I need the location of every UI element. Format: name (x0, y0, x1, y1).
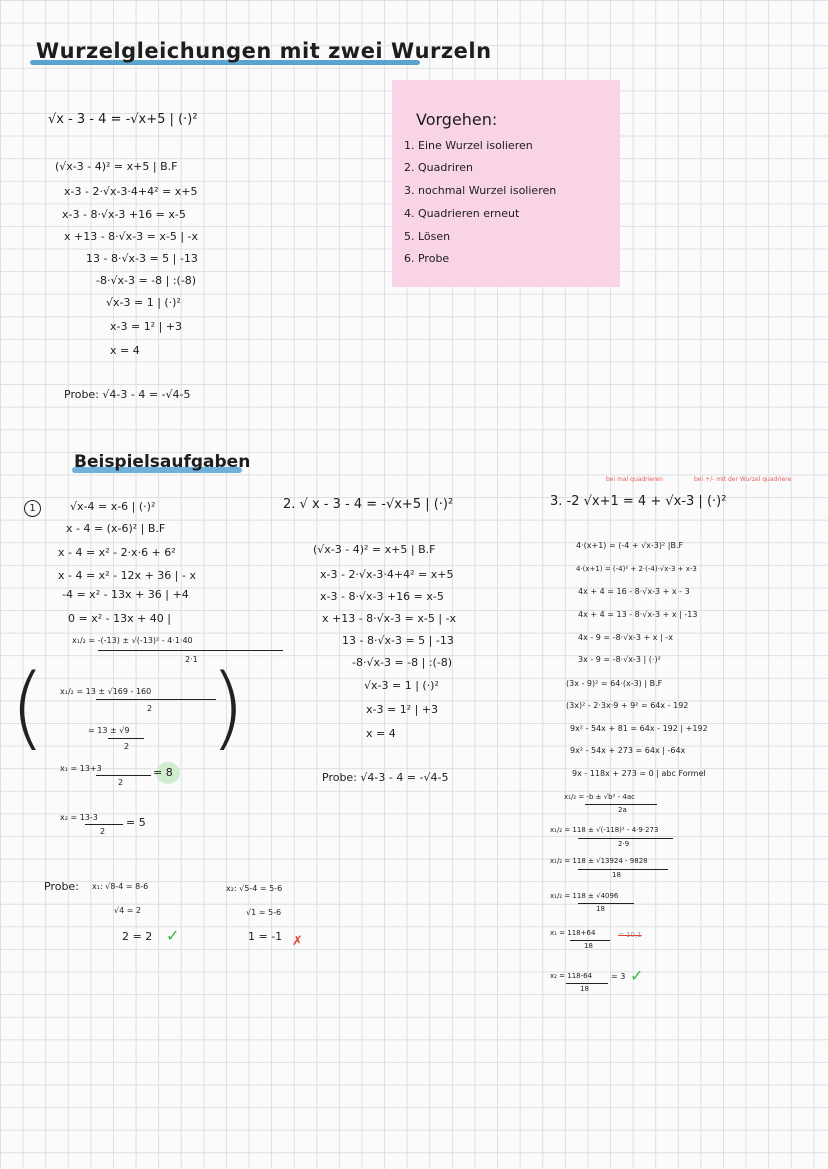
ex3-note: bei +/- mit der Wurzel quadriere (694, 476, 792, 483)
ex3-line: 4x - 9 = -8·√x-3 + x | -x (578, 633, 673, 642)
ex3-line: 9x² - 54x + 273 = 64x | -64x (570, 746, 686, 755)
procedure-step: 1. Eine Wurzel isolieren (404, 139, 533, 152)
ex3-line: x₁/₂ = 118 ± √13924 - 9828 (550, 857, 648, 865)
ex1-denominator: 2·1 (185, 655, 198, 664)
ex1-line: x₁/₂ = -(-13) ± √(-13)² - 4·1·40 (72, 636, 193, 645)
ex1-denominator: 2 (118, 778, 124, 787)
ex1-probe-line: 1 = -1 (248, 930, 283, 943)
ex1-probe-line: √4 = 2 (114, 906, 142, 915)
intro-line: (√x-3 - 4)² = x+5 | B.F (55, 160, 178, 173)
ex2-line: √x-3 = 1 | (·)² (364, 679, 439, 692)
ex3-denominator: 2·9 (618, 840, 630, 848)
ex2-line: x = 4 (366, 727, 396, 740)
fraction-bar (98, 650, 283, 651)
fraction-bar (96, 699, 216, 700)
ex1-result: = 5 (126, 816, 146, 829)
ex3-line: 9x - 118x + 273 = 0 | abc Formel (572, 769, 706, 778)
ex2-line: -8·√x-3 = -8 | :(-8) (352, 656, 453, 669)
fraction-bar (585, 804, 657, 805)
ex1-probe-line: x₂: √5-4 = 5-6 (226, 884, 283, 893)
ex3-line: (3x - 9)² = 64·(x-3) | B.F (566, 679, 663, 688)
ex3-line: 4x + 4 = 13 - 8·√x-3 + x | -13 (578, 610, 698, 619)
example-number-badge: 1 (24, 500, 41, 517)
ex1-line: √x-4 = x-6 | (·)² (70, 500, 156, 513)
procedure-step: 6. Probe (404, 252, 450, 265)
ex1-line: x₁/₂ = 13 ± √169 - 160 (60, 687, 152, 696)
procedure-heading: Vorgehen: (416, 110, 498, 129)
ex1-line: x - 4 = x² - 2·x·6 + 6² (58, 546, 176, 559)
intro-line: √x - 3 - 4 = -√x+5 | (·)² (48, 112, 198, 127)
intro-line: -8·√x-3 = -8 | :(-8) (96, 274, 197, 287)
ex3-denominator: 18 (596, 905, 605, 913)
ex3-line: 4x + 4 = 16 - 8·√x-3 + x - 3 (578, 587, 690, 596)
procedure-step: 3. nochmal Wurzel isolieren (404, 184, 557, 197)
ex1-line: 0 = x² - 13x + 40 | (68, 612, 172, 625)
ex1-line: = 13 ± √9 (88, 726, 130, 735)
ex1-denominator: 2 (100, 827, 106, 836)
ex1-line: x - 4 = (x-6)² | B.F (66, 522, 166, 535)
intro-line: x-3 - 2·√x-3·4+4² = x+5 (64, 185, 198, 198)
procedure-step: 4. Quadrieren erneut (404, 207, 520, 220)
ex3-line: 9x² - 54x + 81 = 64x - 192 | +192 (570, 724, 708, 733)
ex1-probe-line: √1 = 5-6 (246, 908, 282, 917)
ex2-line: x-3 - 8·√x-3 +16 = x-5 (320, 590, 444, 603)
ex3-denominator: 2a (618, 806, 627, 814)
fraction-bar (578, 838, 673, 839)
ex2-line: 2. √ x - 3 - 4 = -√x+5 | (·)² (283, 497, 454, 512)
procedure-step: 5. Lösen (404, 230, 451, 243)
ex3-rejected-result: = 10,1 (618, 931, 642, 939)
check-icon: ✓ (630, 966, 644, 985)
intro-line: x-3 = 1² | +3 (110, 320, 183, 333)
intro-line: x +13 - 8·√x-3 = x-5 | -x (64, 230, 199, 243)
ex2-line: x-3 = 1² | +3 (366, 703, 439, 716)
fraction-bar (578, 903, 634, 904)
ex2-line: (√x-3 - 4)² = x+5 | B.F (313, 543, 436, 556)
intro-probe: Probe: √4-3 - 4 = -√4-5 (64, 388, 191, 401)
fraction-bar (96, 775, 151, 776)
ex1-line: x - 4 = x² - 12x + 36 | - x (58, 569, 196, 582)
fraction-bar (566, 983, 608, 984)
close-parenthesis: ) (210, 655, 246, 760)
intro-line: x-3 - 8·√x-3 +16 = x-5 (62, 208, 186, 221)
ex3-denominator: 18 (584, 942, 593, 950)
fraction-bar (570, 940, 610, 941)
ex3-result: = 3 (611, 972, 626, 981)
ex2-line: x-3 - 2·√x-3·4+4² = x+5 (320, 568, 454, 581)
ex3-denominator: 18 (612, 871, 621, 879)
ex3-line: 4·(x+1) = (-4)² + 2·(-4)·√x-3 + x-3 (576, 565, 697, 573)
open-parenthesis: ( (10, 655, 46, 760)
ex1-line: -4 = x² - 13x + 36 | +4 (62, 588, 189, 601)
ex1-line: x₂ = 13-3 (60, 813, 98, 822)
ex3-line: x₁/₂ = 118 ± √4096 (550, 892, 619, 900)
ex2-probe: Probe: √4-3 - 4 = -√4-5 (322, 771, 449, 784)
procedure-step: 2. Quadriren (404, 161, 473, 174)
ex3-line: x₁ = 118+64 (550, 929, 596, 937)
intro-line: x = 4 (110, 344, 140, 357)
ex3-line: 3x - 9 = -8·√x-3 | (·)² (578, 655, 661, 664)
intro-line: 13 - 8·√x-3 = 5 | -13 (86, 252, 198, 265)
ex1-denominator: 2 (147, 704, 153, 713)
ex1-line: x₁ = 13+3 (60, 764, 102, 773)
ex3-line: x₁/₂ = -b ± √b² - 4ac (564, 793, 635, 801)
ex3-denominator: 18 (580, 985, 589, 993)
ex3-note: bei mal quadrieren (606, 476, 663, 483)
ex1-result: = 8 (153, 766, 173, 779)
intro-line: √x-3 = 1 | (·)² (106, 296, 181, 309)
ex1-probe-label: Probe: (44, 880, 79, 893)
ex3-head: 3. -2 √x+1 = 4 + √x-3 | (·)² (550, 494, 727, 509)
ex1-denominator: 2 (124, 742, 130, 751)
ex3-line: (3x)² - 2·3x·9 + 9² = 64x - 192 (566, 701, 689, 710)
fraction-bar (85, 824, 123, 825)
cross-icon: ✗ (292, 934, 303, 949)
section-title: Beispielsaufgaben (74, 452, 251, 472)
ex1-probe-line: 2 = 2 (122, 930, 153, 943)
ex3-line: x₁/₂ = 118 ± √(-118)² - 4·9·273 (550, 826, 659, 834)
ex1-probe-line: x₁: √8-4 = 8-6 (92, 882, 149, 891)
fraction-bar (108, 738, 144, 739)
fraction-bar (578, 869, 668, 870)
ex3-line: x₂ = 118-64 (550, 972, 593, 980)
ex3-line: 4·(x+1) = (-4 + √x-3)² |B.F (576, 541, 684, 550)
page-title: Wurzelgleichungen mit zwei Wurzeln (36, 39, 492, 63)
ex2-line: 13 - 8·√x-3 = 5 | -13 (342, 634, 454, 647)
check-icon: ✓ (166, 926, 180, 945)
ex2-line: x +13 - 8·√x-3 = x-5 | -x (322, 612, 457, 625)
